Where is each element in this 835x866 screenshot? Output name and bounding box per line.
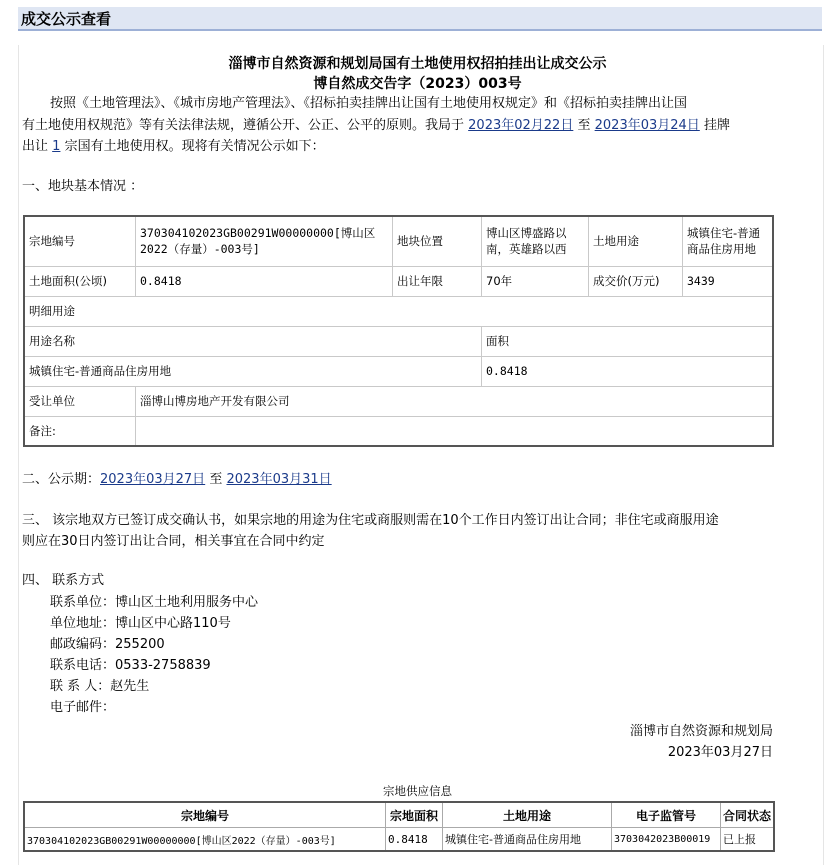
- publicity-period: [22, 471, 332, 489]
- parcel-count: 1: [52, 139, 61, 154]
- price-label: 成交价(万元): [589, 266, 683, 296]
- intro-line-3: [22, 138, 325, 156]
- cell-code: 370304102023GB00291W00000000[博山区2022（存量）-003号]: [24, 828, 386, 852]
- cell-use: 城镇住宅-普通商品住房用地: [443, 828, 612, 852]
- term-label: 出让年限: [393, 266, 482, 296]
- publicity-end: 2023年03月31日: [226, 472, 332, 487]
- intro-text: 宗国有土地使用权。现将有关情况公示如下：: [64, 139, 325, 154]
- notice-subtitle: 博自然成交告字（2023）003号: [313, 76, 522, 92]
- page-header-bar: [18, 7, 822, 31]
- use-label: 土地用途: [589, 216, 683, 266]
- publicity-start: 2023年03月27日: [100, 472, 206, 487]
- to-text: 至: [209, 472, 223, 487]
- supply-caption: 宗地供应信息: [383, 784, 452, 798]
- use-value: 城镇住宅-普通商品住房用地: [683, 216, 774, 266]
- section-3-line-2: 则应在30日内签订出让合同，相关事宜在合同中约定: [22, 534, 325, 549]
- intro-line-2: [22, 117, 730, 135]
- contact-phone: 联系电话：0533-2758839: [50, 658, 211, 673]
- intro-text: 有土地使用权规范》等有关法律法规，遵循公开、公正、公平的原则。我局于: [22, 118, 465, 133]
- parcel-table: [23, 215, 774, 447]
- intro-line-1: 按照《土地管理法》、《城市房地产管理法》、《招标拍卖挂牌出让国有土地使用权规定》和《招标拍卖挂牌出让国: [50, 96, 688, 111]
- publicity-label: 二、公示期：: [22, 472, 101, 487]
- parcel-code-value: 370304102023GB00291W00000000[博山区2022（存量）-003号]: [136, 216, 393, 266]
- section-3-line-1: 三、 该宗地双方已签订成交确认书，如果宗地的用途为住宅或商服则需在10个工作日内签订出让合同；非住宅或商服用途: [22, 513, 719, 528]
- col-header-supervision: 电子监管号: [612, 802, 721, 828]
- date-start: 2023年02月22日: [468, 118, 574, 133]
- location-value: 博山区博盛路以南，英雄路以西: [482, 216, 589, 266]
- contact-person: 联 系 人：赵先生: [50, 679, 150, 694]
- assignee-label: 受让单位: [24, 386, 136, 416]
- signature-org: 淄博市自然资源和规划局: [629, 724, 773, 739]
- col-header-status: 合同状态: [721, 802, 775, 828]
- col-header-code: 宗地编号: [24, 802, 386, 828]
- signature-date: 2023年03月27日: [667, 745, 773, 760]
- date-end: 2023年03月24日: [594, 118, 700, 133]
- contact-unit: 联系单位：博山区土地利用服务中心: [50, 595, 259, 610]
- contact-postcode: 邮政编码：255200: [50, 637, 165, 652]
- to-text: 至: [577, 118, 591, 133]
- section-1-title: 一、地块基本情况 ：: [22, 179, 144, 194]
- detail-name-value: 城镇住宅-普通商品住房用地: [24, 356, 482, 386]
- remark-label: 备注:: [24, 416, 136, 446]
- page-header-title: 成交公示查看: [21, 10, 112, 28]
- detail-use-label: 明细用途: [24, 296, 773, 326]
- cell-area: 0.8418: [386, 828, 443, 852]
- intro-text: 出让: [22, 139, 49, 154]
- detail-name-label: 用途名称: [24, 326, 482, 356]
- parcel-code-label: 宗地编号: [24, 216, 136, 266]
- cell-status: 已上报: [721, 828, 775, 852]
- notice-title: 淄博市自然资源和规划局国有土地使用权招拍挂出让成交公示: [228, 56, 607, 72]
- detail-area-value: 0.8418: [482, 356, 774, 386]
- detail-area-label: 面积: [482, 326, 774, 356]
- supply-header-row: [24, 802, 774, 828]
- contact-address: 单位地址：博山区中心路110号: [50, 616, 231, 631]
- table-row: [24, 828, 774, 852]
- intro-text: 挂牌: [703, 118, 730, 133]
- price-value: 3439: [683, 266, 774, 296]
- col-header-area: 宗地面积: [386, 802, 443, 828]
- contact-title: 四、 联系方式: [22, 573, 105, 588]
- area-value: 0.8418: [136, 266, 393, 296]
- area-label: 土地面积(公顷): [24, 266, 136, 296]
- assignee-value: 淄博山博房地产开发有限公司: [136, 386, 774, 416]
- location-label: 地块位置: [393, 216, 482, 266]
- term-value: 70年: [482, 266, 589, 296]
- cell-supervision: 3703042023B00019: [612, 828, 721, 852]
- contact-email: 电子邮件：: [50, 700, 116, 715]
- col-header-use: 土地用途: [443, 802, 612, 828]
- remark-value: [136, 416, 774, 446]
- supply-table: [23, 801, 775, 852]
